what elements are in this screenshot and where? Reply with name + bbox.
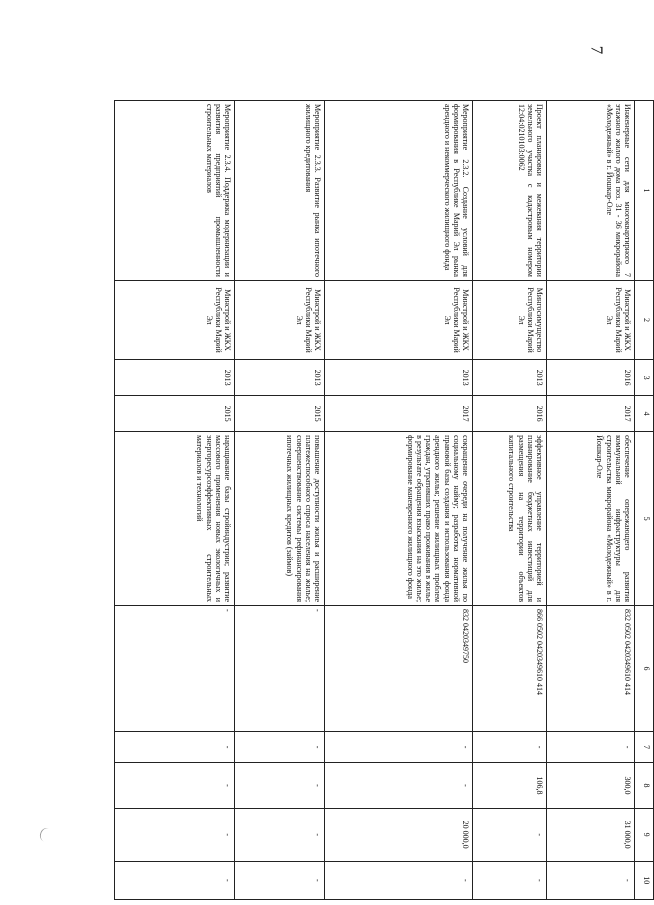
cell-end-year: 2016	[473, 396, 547, 432]
cell-value-7: -	[473, 732, 547, 763]
col-header-6: 6	[635, 606, 654, 732]
cell-expected-result: эффективное управление территорией и планирование бюджетных инвестиций для размещения на территории объектов капитального строительства	[473, 432, 547, 606]
cell-executor: Минстрой и ЖКХ Республики Марий Эл	[325, 280, 473, 359]
cell-budget-code: -	[235, 606, 325, 732]
cell-value-9: -	[115, 808, 235, 861]
page-number: 7	[587, 45, 607, 55]
col-header-10: 10	[635, 861, 654, 899]
cell-value-9: 31 000,0	[547, 808, 635, 861]
cell-value-10: -	[235, 861, 325, 899]
cell-value-9: 20 000,0	[325, 808, 473, 861]
cell-executor: Минстрой и ЖКХ Республики Марий Эл	[547, 280, 635, 359]
cell-measure-name: Инженерные сети для многоквартирного 7 этажного жилого дома поз. 31 - 36 микрорайона «Молодежный» в г. Йошкар-Оле	[547, 101, 635, 281]
cell-end-year: 2017	[547, 396, 635, 432]
cell-value-10: -	[473, 861, 547, 899]
cell-value-8: 106,8	[473, 763, 547, 809]
cell-value-7: -	[547, 732, 635, 763]
cell-value-10: -	[325, 861, 473, 899]
cell-expected-result: повышение доступности жилья и расширение платежеспособного спроса населения на жилье; совершенствование системы рефинансирования ипотечных жилищных кредитов (займов)	[235, 432, 325, 606]
col-header-9: 9	[635, 808, 654, 861]
cell-value-9: -	[473, 808, 547, 861]
cell-start-year: 2013	[325, 360, 473, 396]
cell-expected-result: сокращение очереди на получение жилья по социальному найму; разработка нормативной правовой базы создания и использования фонда арендного жилья; решение жилищных проблем граждан, утративших право проживания в жилье в результате обращения взыскания на это жилье; формирование маневренного жилищного фонда	[325, 432, 473, 606]
cell-measure-name: Мероприятие 2.3.2. Создание условий для формирования в Республике Марий Эл рынка арендного и некоммерческого жилищного фонда	[325, 101, 473, 281]
pen-mark	[38, 826, 55, 844]
cell-budget-code: 832 0420349750	[325, 606, 473, 732]
cell-executor: Минстрой и ЖКХ Республики Марий Эл	[235, 280, 325, 359]
col-header-7: 7	[635, 732, 654, 763]
cell-value-8: -	[325, 763, 473, 809]
cell-start-year: 2013	[473, 360, 547, 396]
cell-expected-result: обеспечение опережающего развития коммунальной инфраструктуры для строительства микрорайона «Молодежный» в г. Йошкар-Оле	[547, 432, 635, 606]
cell-value-7: -	[115, 732, 235, 763]
col-header-3: 3	[635, 360, 654, 396]
col-header-1: 1	[635, 101, 654, 281]
cell-measure-name: Мероприятие 2.3.3. Развитие рынка ипотечного жилищного кредитования	[235, 101, 325, 281]
col-header-4: 4	[635, 396, 654, 432]
rotated-table-canvas	[114, 100, 654, 900]
table-row	[473, 101, 547, 900]
cell-value-7: -	[325, 732, 473, 763]
col-header-5: 5	[635, 432, 654, 606]
cell-start-year: 2013	[115, 360, 235, 396]
cell-budget-code: -	[115, 606, 235, 732]
cell-expected-result: наращивание базы стройиндустрии; развитие массового применения новых экологичных и энергоресурсоэффективных строительных материалов и технологий	[115, 432, 235, 606]
cell-executor: Минстрой и ЖКХ Республики Марий Эл	[115, 280, 235, 359]
cell-value-7: -	[235, 732, 325, 763]
cell-measure-name: Мероприятие 2.3.4. Поддержка модернизации и развития предприятий промышленности строительных материалов	[115, 101, 235, 281]
cell-budget-code: 866 0502 0420349610 414	[473, 606, 547, 732]
cell-value-9: -	[235, 808, 325, 861]
cell-budget-code: 832 0502 0420349610 414	[547, 606, 635, 732]
cell-executor: Мингосимущество Республики Марий Эл	[473, 280, 547, 359]
table-row	[115, 101, 235, 900]
header-row	[635, 101, 654, 900]
cell-value-8: -	[235, 763, 325, 809]
cell-end-year: 2015	[115, 396, 235, 432]
cell-end-year: 2015	[235, 396, 325, 432]
col-header-8: 8	[635, 763, 654, 809]
cell-value-10: -	[547, 861, 635, 899]
cell-value-8: -	[115, 763, 235, 809]
cell-value-8: 300,0	[547, 763, 635, 809]
cell-value-10: -	[115, 861, 235, 899]
table-row	[235, 101, 325, 900]
col-header-2: 2	[635, 280, 654, 359]
cell-start-year: 2016	[547, 360, 635, 396]
cell-measure-name: Проект планировки и межевания территории земельного участка с кадастровым номером 12:04:0210103:0062	[473, 101, 547, 281]
table-row	[325, 101, 473, 900]
table-row	[547, 101, 635, 900]
cell-end-year: 2017	[325, 396, 473, 432]
cell-start-year: 2013	[235, 360, 325, 396]
program-measures-table	[114, 100, 654, 900]
